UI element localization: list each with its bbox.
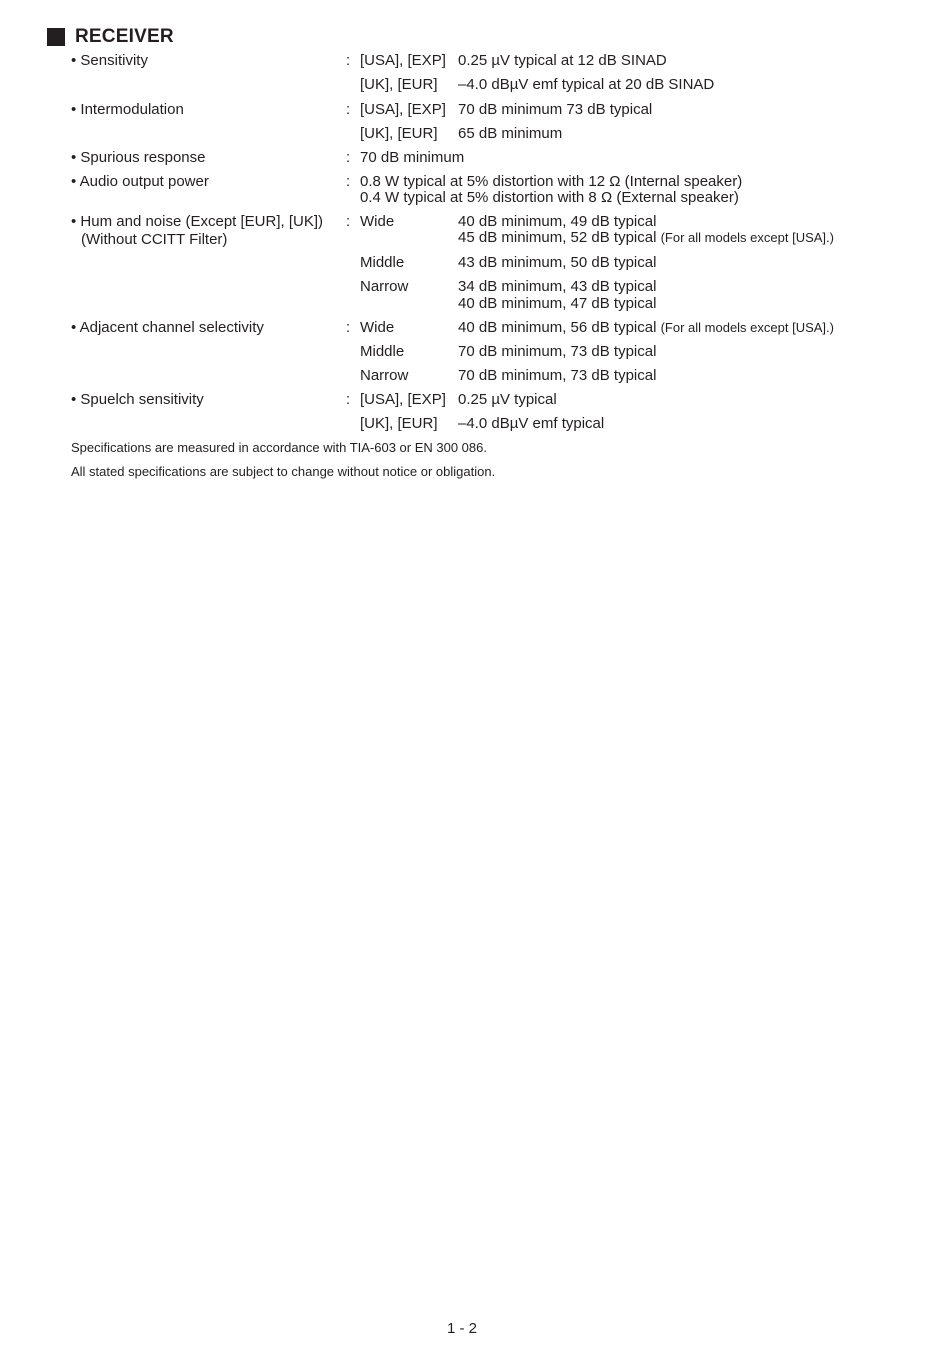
colon: : (346, 52, 351, 69)
region-usa-exp: [USA], [EXP] (360, 391, 446, 408)
spec-value: 40 dB minimum, 47 dB typical (458, 295, 657, 312)
spec-label: • Intermodulation (71, 101, 184, 118)
spec-value: 34 dB minimum, 43 dB typical (458, 278, 657, 295)
colon: : (346, 319, 351, 336)
model-note: (For all models except [USA].) (660, 320, 834, 335)
spec-label: • Hum and noise (Except [EUR], [UK]) (71, 213, 324, 230)
spec-value-line (458, 320, 834, 336)
spec-value: 70 dB minimum, 73 dB typical (458, 343, 657, 360)
spec-label: • Adjacent channel selectivity (71, 319, 264, 336)
model-note: (For all models except [USA].) (660, 230, 834, 245)
page-number: 1 - 2 (446, 1320, 477, 1337)
bandwidth-narrow: Narrow (360, 278, 409, 295)
bandwidth-middle: Middle (360, 254, 405, 271)
spec-label: • Spuelch sensitivity (71, 391, 204, 408)
section-title: RECEIVER (75, 26, 174, 47)
region-uk-eur: [UK], [EUR] (360, 415, 438, 432)
measurement-note: Specifications are measured in accordance with TIA-603 or EN 300 086. (71, 440, 487, 455)
spec-value: 70 dB minimum, 73 dB typical (458, 367, 657, 384)
spec-value: 0.8 W typical at 5% distortion with 12 Ω (Internal speaker) (360, 173, 743, 190)
section-heading (47, 26, 174, 48)
bandwidth-middle: Middle (360, 343, 405, 360)
colon: : (346, 391, 351, 408)
spec-value: 40 dB minimum, 56 dB typical (458, 319, 657, 336)
region-uk-eur: [UK], [EUR] (360, 76, 438, 93)
spec-label: • Sensitivity (71, 52, 148, 69)
spec-value: –4.0 dBµV emf typical at 20 dB SINAD (458, 76, 715, 93)
spec-label: • Audio output power (71, 173, 209, 190)
spec-value: 40 dB minimum, 49 dB typical (458, 213, 657, 230)
bandwidth-narrow: Narrow (360, 367, 409, 384)
colon: : (346, 173, 351, 190)
spec-value: 45 dB minimum, 52 dB typical (458, 229, 657, 246)
region-usa-exp: [USA], [EXP] (360, 52, 446, 69)
spec-value: 70 dB minimum (360, 149, 465, 166)
spec-value: 43 dB minimum, 50 dB typical (458, 254, 657, 271)
colon: : (346, 149, 351, 166)
spec-label-secondary: (Without CCITT Filter) (81, 231, 228, 248)
spec-value: 0.25 µV typical at 12 dB SINAD (458, 52, 667, 69)
heading-square-icon (47, 28, 65, 46)
spec-value: 0.25 µV typical (458, 391, 557, 408)
region-usa-exp: [USA], [EXP] (360, 101, 446, 118)
spec-value: –4.0 dBµV emf typical (458, 415, 605, 432)
spec-label: • Spurious response (71, 149, 206, 166)
spec-value: 70 dB minimum 73 dB typical (458, 101, 653, 118)
bandwidth-wide: Wide (360, 213, 395, 230)
spec-value: 65 dB minimum (458, 125, 563, 142)
region-uk-eur: [UK], [EUR] (360, 125, 438, 142)
colon: : (346, 101, 351, 118)
colon: : (346, 213, 351, 230)
disclaimer-note: All stated specifications are subject to change without notice or obligation. (71, 464, 496, 479)
spec-value: 0.4 W typical at 5% distortion with 8 Ω (External speaker) (360, 189, 739, 206)
bandwidth-wide: Wide (360, 319, 395, 336)
spec-value-line (458, 230, 834, 246)
